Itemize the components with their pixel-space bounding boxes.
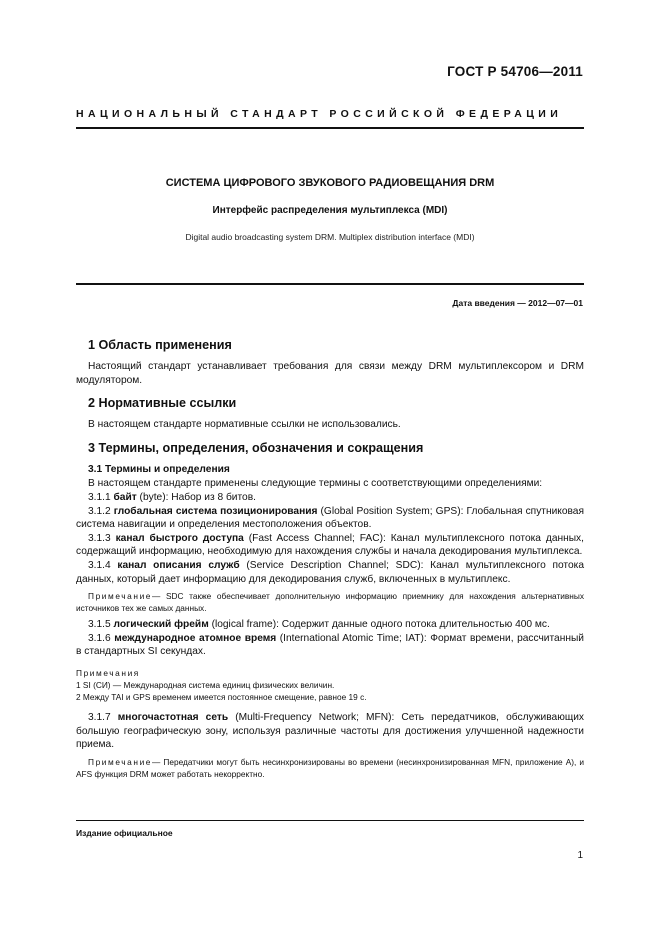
term-3-1-6: 3.1.6 международное атомное время (International Atomic Time; IAT): Формат времени, рассчитанный в стандартных SI секундах. [76, 632, 584, 658]
footer-rule [76, 820, 584, 821]
term-3-1-5: 3.1.5 логический фрейм (logical frame): Содержит данные одного потока длительностью 400 мс. [88, 619, 550, 631]
title-block-rule [76, 283, 584, 285]
section-1-heading: 1 Область применения [88, 338, 232, 352]
document-body [76, 338, 584, 780]
term-3-1-7: 3.1.7 многочастотная сеть (Multi-Frequency Network; MFN): Сеть передатчиков, обслуживающих большую географическую зону, используя различные частоты для достижения улучшенной надежности приема. [76, 711, 584, 751]
notes-block [76, 667, 584, 703]
section-3-heading: 3 Термины, определения, обозначения и сокращения [88, 440, 424, 455]
section-2-text: В настоящем стандарте нормативные ссылки не использовались. [88, 419, 401, 431]
subsection-3-1-heading: 3.1 Термины и определения [88, 463, 230, 475]
term-3-1-2: 3.1.2 глобальная система позиционирования (Global Position System; GPS): Глобальная спутниковая система навигации и определения местоположения объектов. [76, 505, 584, 531]
term-3-1-4: 3.1.4 канал описания служб (Service Description Channel; SDC): Канал мультиплексного потока данных, который дает информацию для декодирования служб, включенных в мультиплекс. [76, 559, 584, 585]
note-mfn: Примечание— Передатчики могут быть несинхронизированы во времени (несинхронизированная MFN, приложение А), и AFS функция DRM может работать некорректно. [76, 756, 584, 779]
english-title: Digital audio broadcasting system DRM. Multiplex distribution interface (MDI) [185, 232, 475, 242]
note-1: 1 SI (СИ) — Международная система единиц физических величин. [76, 679, 335, 690]
page-number: 1 [577, 850, 583, 861]
notes-label: Примечания [76, 667, 140, 678]
introduction-date: Дата введения — 2012—07—01 [452, 298, 583, 308]
document-subtitle: Интерфейс распределения мультиплекса (MDI) [212, 205, 448, 216]
standard-number: ГОСТ Р 54706—2011 [447, 64, 583, 79]
document-title: СИСТЕМА ЦИФРОВОГО ЗВУКОВОГО РАДИОВЕЩАНИЯ DRM [165, 177, 495, 189]
subsection-3-1-intro: В настоящем стандарте применены следующие термины с соответствующими определениями: [88, 478, 543, 490]
header-rule [76, 127, 584, 129]
note-2: 2 Между TAI и GPS временем имеется постоянное смещение, равное 19 с. [76, 691, 367, 702]
term-3-1-1: 3.1.1 байт (byte): Набор из 8 битов. [88, 491, 256, 503]
note-sdc: Примечание— SDC также обеспечивает дополнительную информацию приемнику для нахождения альтернативных источников тех же самых данных. [76, 591, 584, 614]
section-1-text: Настоящий стандарт устанавливает требования для связи между DRM мультиплексором и DRM модулятором. [76, 361, 584, 386]
edition-label: Издание официальное [76, 828, 173, 838]
national-standard-banner: НАЦИОНАЛЬНЫЙ СТАНДАРТ РОССИЙСКОЙ ФЕДЕРАЦИИ [76, 108, 563, 120]
term-3-1-3: 3.1.3 канал быстрого доступа (Fast Access Channel; FAC): Канал мультиплексного потока данных, содержащий информацию, необходимую для нахождения службы и начала декодирования мультиплекса. [76, 532, 584, 558]
section-2-heading: 2 Нормативные ссылки [88, 396, 237, 411]
